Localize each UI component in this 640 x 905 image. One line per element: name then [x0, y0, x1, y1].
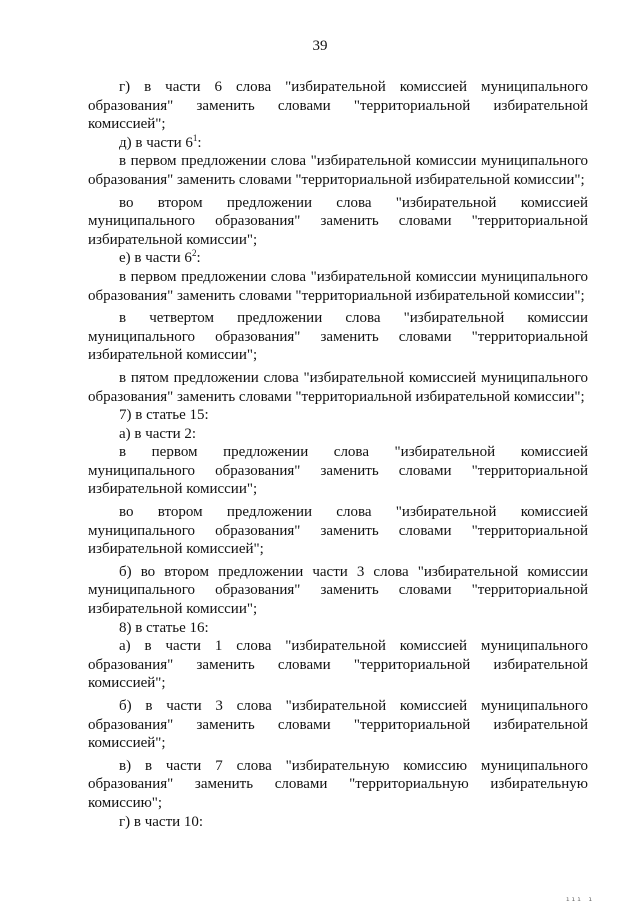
paragraph-fifth-sentence: в пятом предложении слова "избирательной комиссией муниципального образования" заменить словами "территориальной избирательной комиссии";	[88, 369, 588, 405]
paragraph-part2-heading: а) в части 2:	[119, 425, 197, 442]
superscript: 1	[192, 132, 198, 143]
paragraph-suffix: :	[197, 134, 202, 151]
paragraph-second-sentence: во втором предложении слова "избирательной комиссией муниципального образования" заменить словами "территориальной избирательной комиссией";	[88, 504, 588, 558]
document-body	[88, 78, 588, 831]
paragraph-text: д) в части 6	[119, 134, 193, 151]
paragraph-part6-2-heading	[88, 249, 588, 268]
paragraph-first-sentence: в первом предложении слова "избирательной комиссией муниципального образования" заменить словами "территориальной избирательной комиссии";	[88, 444, 588, 498]
paragraph-part6-1-heading	[88, 134, 588, 153]
paragraph-first-sentence: в первом предложении слова "избирательной комиссии муниципального образования" заменить словами "территориальной избирательной комиссии";	[88, 153, 588, 188]
paragraph-first-sentence: в первом предложении слова "избирательной комиссии муниципального образования" заменить словами "территориальной избирательной комиссии";	[88, 268, 588, 304]
paragraph-text: е) в части 6	[119, 250, 192, 267]
paragraph-part6: г) в части 6 слова "избирательной комиссией муниципального образования" заменить словами "территориальной избирательной комиссией";	[88, 79, 588, 133]
footer-mark: ııı ı	[566, 896, 595, 903]
paragraph-suffix: :	[196, 250, 201, 267]
paragraph-article16-heading: 8) в статье 16:	[119, 619, 209, 636]
paragraph-part10-heading: г) в части 10:	[119, 813, 204, 830]
paragraph-part1: а) в части 1 слова "избирательной комиссией муниципального образования" заменить словами "территориальной избирательной комиссией";	[88, 638, 588, 692]
paragraph-article15-heading: 7) в статье 15:	[119, 407, 209, 424]
superscript: 2	[191, 248, 197, 259]
paragraph-part3: б) в части 3 слова "избирательной комиссией муниципального образования" заменить словами "территориальной избирательной комиссией";	[88, 698, 588, 752]
paragraph-part3: б) во втором предложении части 3 слова "избирательной комиссии муниципального образования" заменить словами "территориальной избирательной комиссии";	[88, 563, 588, 618]
paragraph-second-sentence: во втором предложении слова "избирательной комиссией муниципального образования" заменить словами "территориальной избирательной комиссии";	[88, 194, 588, 248]
page-number: 39	[312, 38, 328, 54]
paragraph-part7: в) в части 7 слова "избирательную комиссию муниципального образования" заменить словами "территориальную избирательную комиссию";	[88, 757, 588, 811]
paragraph-fourth-sentence: в четвертом предложении слова "избирательной комиссии муниципального образования" заменить словами "территориальной избирательной комиссии";	[88, 310, 588, 364]
